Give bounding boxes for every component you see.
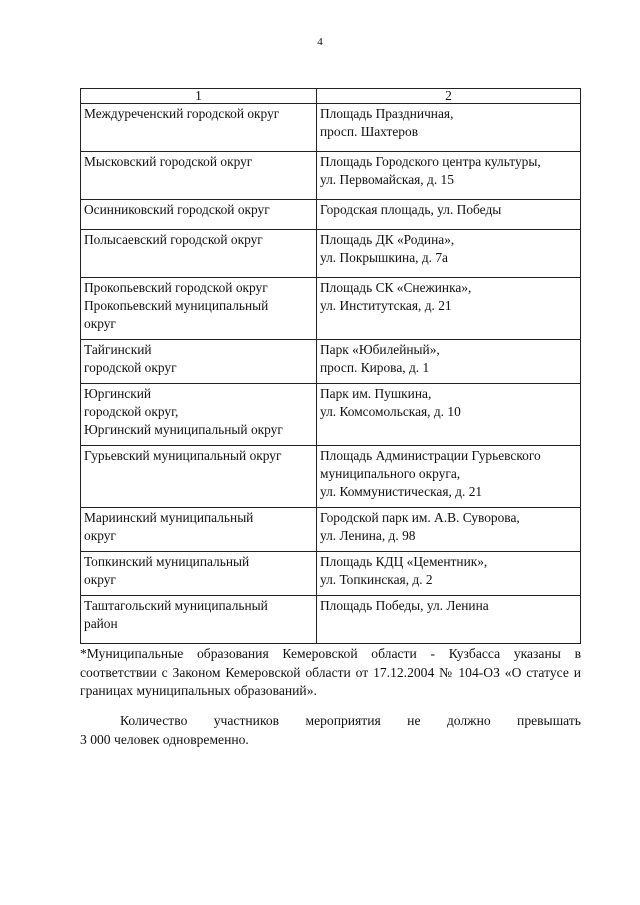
participants-note-line: 3 000 человек одновременно. xyxy=(80,731,249,747)
cell-line: Тайгинский xyxy=(84,342,152,357)
municipality-cell xyxy=(81,278,317,340)
venue-cell xyxy=(317,552,581,596)
table-row xyxy=(81,384,581,446)
cell-line: просп. Кирова, д. 1 xyxy=(320,360,430,375)
cell-line: ул. Первомайская, д. 15 xyxy=(320,172,454,187)
table-row xyxy=(81,552,581,596)
table-row xyxy=(81,200,581,230)
cell-line: муниципального округа, xyxy=(320,466,461,481)
table-header-cell: 2 xyxy=(317,89,581,104)
table-row xyxy=(81,596,581,644)
venue-cell xyxy=(317,200,581,230)
page-number: 4 xyxy=(317,36,323,48)
municipality-cell xyxy=(81,384,317,446)
municipality-cell xyxy=(81,104,317,152)
cell-line: ул. Покрышкина, д. 7а xyxy=(320,250,448,265)
venue-cell xyxy=(317,596,581,644)
cell-line: городской округ, xyxy=(84,404,179,419)
cell-line: Площадь ДК «Родина», xyxy=(320,232,455,247)
cell-line: Парк им. Пушкина, xyxy=(320,386,432,401)
municipality-cell xyxy=(81,446,317,508)
cell-line: Гурьевский муниципальный округ xyxy=(84,448,282,463)
cell-line: ул. Топкинская, д. 2 xyxy=(320,572,433,587)
table-row xyxy=(81,152,581,200)
cell-line: ул. Комсомольская, д. 10 xyxy=(320,404,461,419)
municipality-cell xyxy=(81,200,317,230)
municipality-cell xyxy=(81,596,317,644)
cell-line: Топкинский муниципальный xyxy=(84,554,250,569)
footnote: *Муниципальные образования Кемеровской области - Кузбасса указаны в соответствии с Законом Кемеровской области от 17.12.2004 № 104-ОЗ «О статусе и границах муниципальных образований». xyxy=(80,646,581,698)
table-header-row xyxy=(81,89,581,104)
cell-line: Таштагольский муниципальный xyxy=(84,598,268,613)
cell-line: район xyxy=(84,616,118,631)
cell-line: Площадь Администрации Гурьевского xyxy=(320,448,541,463)
venue-cell xyxy=(317,230,581,278)
cell-line: Мысковский городской округ xyxy=(84,154,253,169)
venues-table xyxy=(80,88,581,644)
cell-line: ул. Ленина, д. 98 xyxy=(320,528,416,543)
cell-line: округ xyxy=(84,572,116,587)
cell-line: округ xyxy=(84,528,116,543)
municipality-cell xyxy=(81,508,317,552)
cell-line: округ xyxy=(84,316,116,331)
cell-line: Юргинский xyxy=(84,386,152,401)
cell-line: Прокопьевский муниципальный xyxy=(84,298,269,313)
cell-line: Площадь Победы, ул. Ленина xyxy=(320,598,489,613)
cell-line: Площадь КДЦ «Цементник», xyxy=(320,554,488,569)
municipality-cell xyxy=(81,552,317,596)
cell-line: Междуреченский городской округ xyxy=(84,106,280,121)
venue-cell xyxy=(317,508,581,552)
venue-cell xyxy=(317,104,581,152)
cell-line: Площадь Праздничная, xyxy=(320,106,454,121)
cell-line: Юргинский муниципальный округ xyxy=(84,422,283,437)
table-row xyxy=(81,508,581,552)
cell-line: ул. Коммунистическая, д. 21 xyxy=(320,484,483,499)
cell-line: Городская площадь, ул. Победы xyxy=(320,202,502,217)
venue-cell xyxy=(317,278,581,340)
participants-note-line: Количество участников мероприятия не должно превышать xyxy=(120,713,581,728)
municipality-cell xyxy=(81,152,317,200)
cell-line: ул. Институтская, д. 21 xyxy=(320,298,452,313)
table-row xyxy=(81,278,581,340)
table-header-cell: 1 xyxy=(81,89,317,104)
venue-cell xyxy=(317,340,581,384)
municipality-cell xyxy=(81,340,317,384)
cell-line: Осинниковский городской округ xyxy=(84,202,270,217)
table-row xyxy=(81,446,581,508)
cell-line: городской округ xyxy=(84,360,177,375)
venue-cell xyxy=(317,152,581,200)
municipality-cell xyxy=(81,230,317,278)
table-row xyxy=(81,230,581,278)
cell-line: Городской парк им. А.В. Суворова, xyxy=(320,510,520,525)
venue-cell xyxy=(317,384,581,446)
cell-line: Парк «Юбилейный», xyxy=(320,342,440,357)
table-row xyxy=(81,104,581,152)
cell-line: Мариинский муниципальный xyxy=(84,510,254,525)
participants-note xyxy=(80,712,581,749)
venue-cell xyxy=(317,446,581,508)
cell-line: Прокопьевский городской округ xyxy=(84,280,268,295)
cell-line: Площадь СК «Снежинка», xyxy=(320,280,472,295)
cell-line: просп. Шахтеров xyxy=(320,124,419,139)
cell-line: Площадь Городского центра культуры, xyxy=(320,154,541,169)
table-row xyxy=(81,340,581,384)
cell-line: Полысаевский городской округ xyxy=(84,232,263,247)
